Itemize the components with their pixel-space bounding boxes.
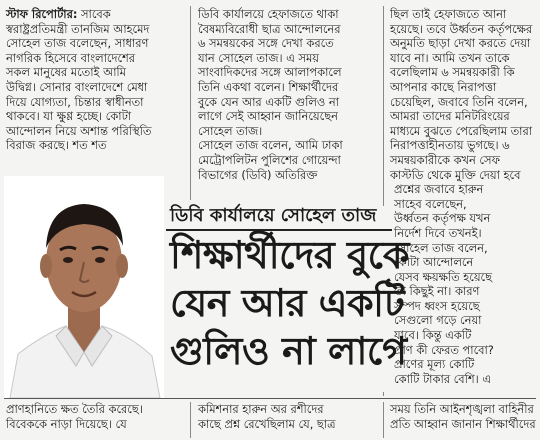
col3-line: প্রাণের মূল্য কোটি: [394, 357, 475, 372]
col1-line: উদ্বিগ্ন। সোনার বাংলাদেশে মেধা: [6, 79, 148, 94]
headline-line: শিক্ষার্থীদের বুকে: [170, 233, 410, 277]
col2-line: সোহেল তাজ।: [198, 123, 263, 138]
col3-line: কাস্টডি থেকে মুক্তি দেয়া হবে: [390, 167, 521, 182]
bottom-column-1: [6, 402, 184, 431]
col3-line: কোটি টাকার বেশি। এ: [394, 371, 491, 386]
col3-line: সোহেল তাজ বলেন,: [394, 240, 488, 255]
section-divider: [4, 398, 536, 399]
bottom-col2-line: কাছে প্রশ্ন রেখেছিলাম যে, ছাত্র: [198, 416, 336, 431]
col3-line: অনুমতি ছাড়া দেখা করতে দেয়া: [390, 36, 531, 51]
col2-line: ডিবি কার্যালয়ে হেফাজতে থাকা: [198, 7, 339, 21]
col1-line: দিয়ে যোগ্যতা, চিন্তার স্বাধীনতা: [6, 94, 144, 109]
col3-line: নির্দেশ দিবে তখনই।: [394, 225, 482, 240]
col3-line: যেসব ক্ষয়ক্ষতি হয়েছে: [394, 269, 493, 284]
bottom-column-2: [198, 402, 378, 431]
col3-line: আমরা তাদের মনিটরিংয়ের: [390, 109, 510, 124]
column-divider: [190, 402, 191, 438]
headline-line: যেন আর একটি: [170, 281, 405, 325]
article-column-1: [6, 7, 174, 153]
bottom-column-3: [390, 402, 538, 431]
col3-line: ছিল তাই হেফাজতে আনা: [390, 7, 507, 21]
col3-line: সম্পদ ধ্বংস হয়েছে: [394, 298, 480, 313]
col1-line: স্বরাষ্ট্রপ্রতিমন্ত্রী তানজিম আহমেদ: [6, 21, 150, 36]
col3-line: চেয়েছিল, জবাবে তিনি বলেন,: [390, 94, 528, 109]
column-divider: [383, 402, 384, 438]
col2-line: যান সোহেল তাজ। এ সময়: [198, 50, 319, 65]
col1-line: সোহেল তাজ বলেছেন, সাধারণ: [6, 36, 149, 51]
col3-line: হয়েছে। তবে উর্ধ্বতন কর্তৃপক্ষের: [390, 21, 533, 36]
col3-line: প্রাণ কী ফেরত পাবো?: [394, 342, 494, 357]
bottom-col2-line: কমিশনার হারুন অর রশীদের: [198, 402, 324, 416]
col2-line: লাগে সেই আহ্বান জানিয়েছেন: [198, 109, 338, 124]
col2-line: বুকে যেন আর একটি গুলিও না: [198, 94, 339, 109]
col3-line: বলেছিলাম ৬ সমন্বয়কারী কি: [390, 65, 515, 80]
col1-line: বিরাজ করছে। শত শত: [6, 138, 107, 153]
col1-line: নাগরিক হিসেবে বাংলাদেশের: [6, 50, 136, 65]
col1-line: সকল মানুষের মতোই আমি: [6, 65, 126, 80]
bottom-col3-line: সময় তিনি আইনশৃঙ্খলা বাহিনীর: [390, 402, 534, 416]
col2-line: সাংবাদিকদের সঙ্গে আলাপকালে: [198, 65, 342, 80]
col3-line: নিরাপত্তাহীনতায় ভুগছে। ৬: [390, 138, 510, 153]
article-column-2: [198, 7, 370, 182]
bottom-col3-line: প্রতি আহ্বান জানান শিক্ষার্থীদের: [390, 416, 536, 431]
column-divider: [190, 6, 191, 200]
headline-line: গুলিও না লাগে: [170, 329, 407, 373]
col1-line: আন্দোলন নিয়ে অশান্ত পরিস্থিতি: [6, 123, 152, 138]
col3-line: আপনার কাছে নিরাপত্তা: [390, 79, 497, 94]
col2-line: বৈষম্যবিরোধী ছাত্র আন্দোলনের: [198, 21, 341, 36]
col2-line: ৬ সমন্বয়কের সঙ্গে দেখা করতে: [198, 36, 334, 51]
col3-line: সমন্বয়কারীকে কখন সেফ: [390, 152, 500, 167]
col2-line: মেট্রোপলিটন পুলিশের গোয়েন্দা: [198, 152, 341, 167]
article-column-3: [390, 7, 538, 386]
col3-line: তা কিছুই না। কারণ: [394, 284, 480, 299]
col3-line: যাবে না। আমি তখন তাকে: [390, 50, 510, 65]
col3-line: উর্ধ্বতন কর্তৃপক্ষ যখন: [394, 211, 491, 226]
col2-line: তিনি একথা বলেন। শিক্ষার্থীদের: [198, 79, 339, 94]
col2-line: সোহেল তাজ বলেন, আমি ঢাকা: [198, 138, 343, 153]
col3-line: সেগুলো গড়ে নেয়া: [394, 313, 482, 328]
col3-line: কোটা আন্দোলনে: [394, 255, 474, 270]
col2-line: বিভাগের (ডিবি) অতিরিক্ত: [198, 167, 318, 182]
portrait-illustration: [4, 176, 164, 398]
portrait-photo: [4, 176, 164, 398]
col3-line: যাবে। কিন্তু একটি: [394, 328, 472, 343]
staff-reporter-tag: স্টাফ রিপোর্টার:: [6, 7, 78, 21]
main-headline: [170, 231, 409, 375]
bottom-col1-line: বিবেককে নাড়া দিয়েছে। যে: [6, 416, 127, 431]
bottom-col1-line: প্রাণহানিতে ক্ষত তৈরি করেছে।: [6, 402, 143, 416]
col3-line: প্রশ্নের জবাবে হারুন: [394, 182, 484, 197]
col3-line: সাহেব বলেছেন,: [394, 196, 467, 211]
kicker-headline: ডিবি কার্যালয়ে সোহেল তাজ: [170, 205, 377, 226]
col1-line: থাকবে। যা ক্ষুণ্ণ হচ্ছে। কোটা: [6, 109, 132, 124]
col3-line: মাধ্যমে বুঝতে পেরেছিলাম তারা: [390, 123, 533, 138]
col1-line: সাবেক: [81, 7, 111, 21]
